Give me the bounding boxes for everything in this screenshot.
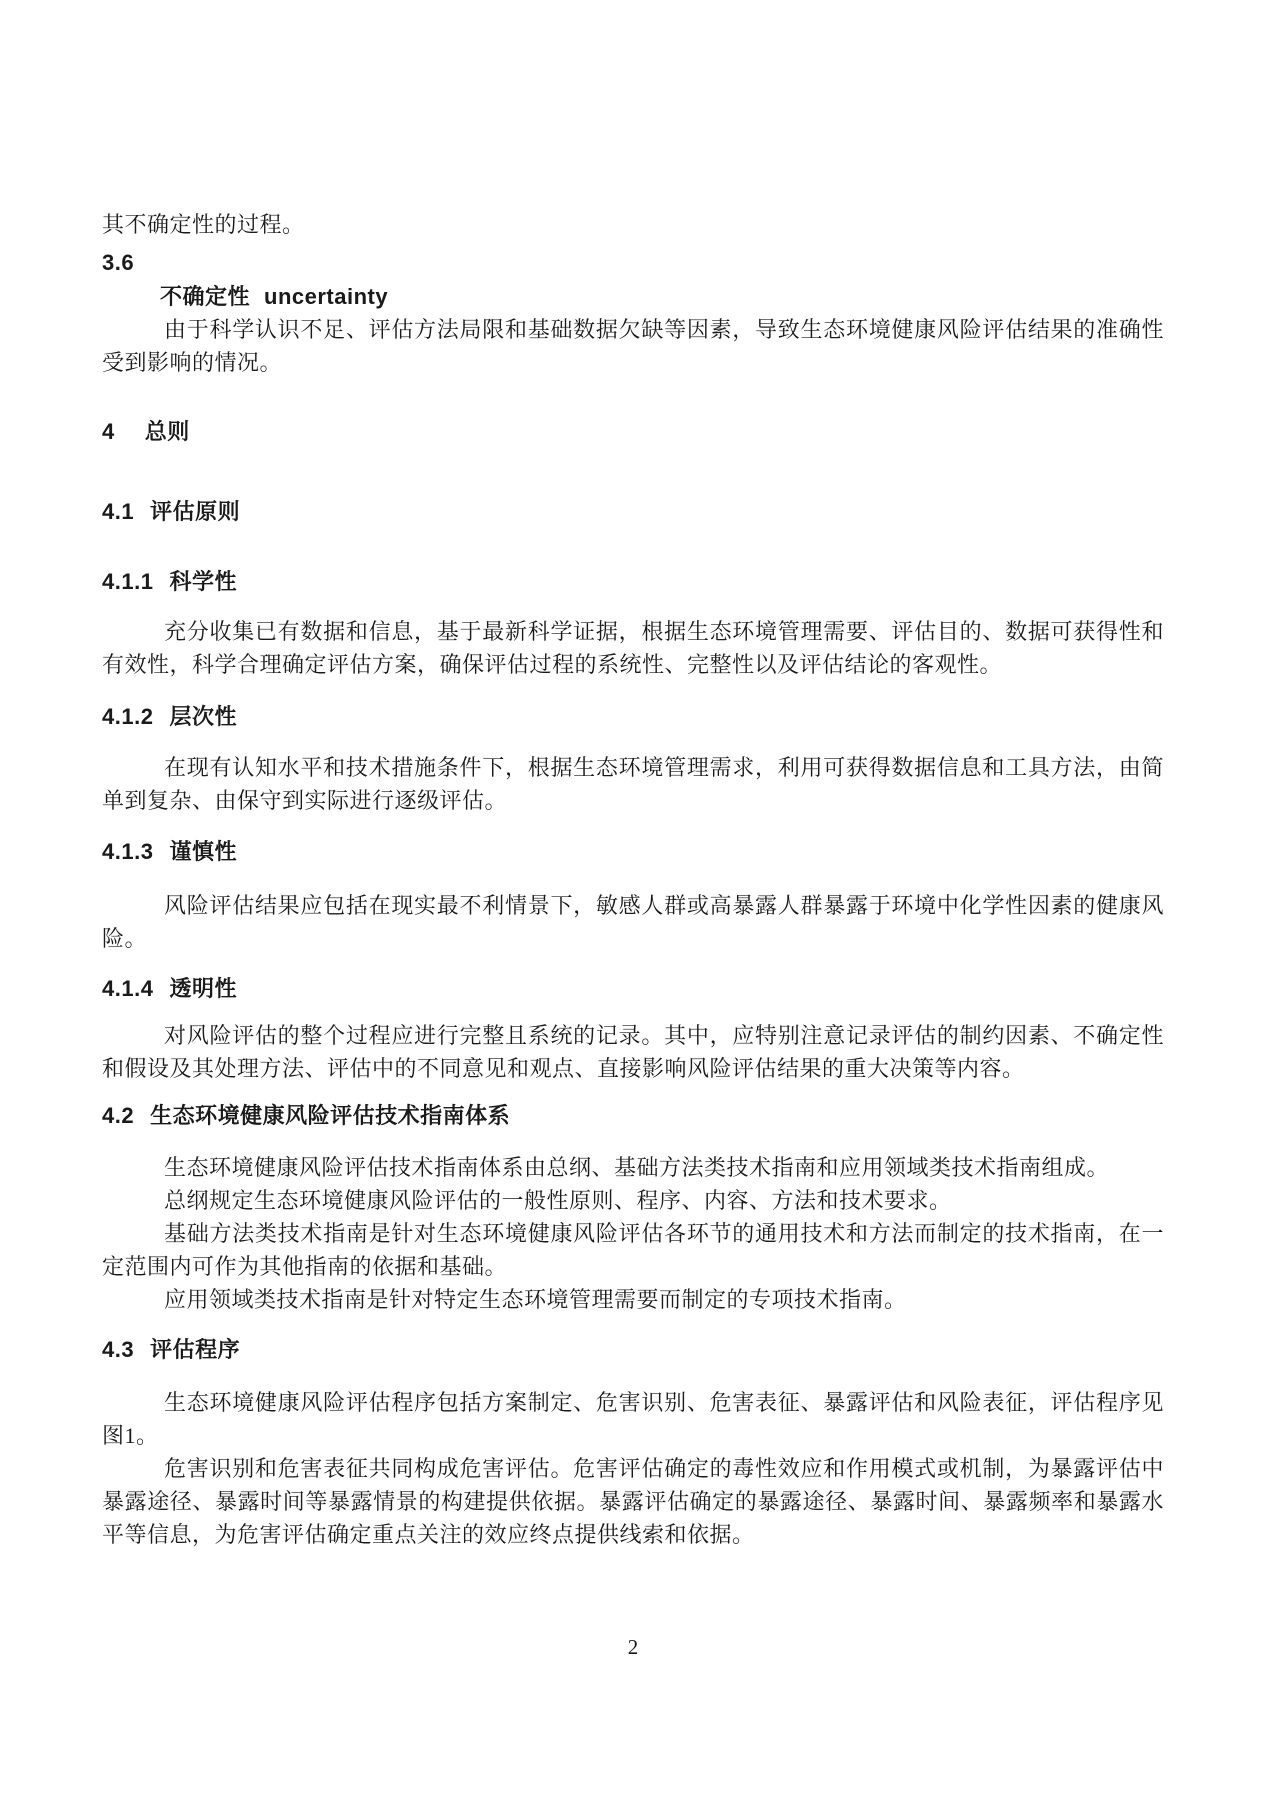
heading-number: 4.3 bbox=[102, 1337, 135, 1362]
heading-title: 生态环境健康风险评估技术指南体系 bbox=[150, 1103, 511, 1128]
heading-number: 4.1.4 bbox=[102, 976, 154, 1001]
heading-title: 评估程序 bbox=[150, 1337, 241, 1362]
clause-3-6-number: 3.6 bbox=[102, 250, 135, 275]
heading-number: 4.1.1 bbox=[102, 569, 154, 594]
heading-title: 透明性 bbox=[169, 976, 237, 1001]
clause-3-6-definition: 由于科学认识不足、评估方法局限和基础数据欠缺等因素，导致生态环境健康风险评估结果的准确性受到影响的情况。 bbox=[102, 317, 1164, 375]
heading-title: 总则 bbox=[144, 419, 190, 444]
heading-number: 4 bbox=[102, 419, 115, 444]
section-4-1-heading bbox=[102, 495, 1164, 528]
section-4-1-1-paragraph: 充分收集已有数据和信息，基于最新科学证据，根据生态环境管理需要、评估目的、数据可获得性和有效性，科学合理确定评估方案，确保评估过程的系统性、完整性以及评估结论的客观性。 bbox=[102, 619, 1164, 677]
section-4-1-3-paragraph: 风险评估结果应包括在现实最不利情景下，敏感人群或高暴露人群暴露于环境中化学性因素的健康风险。 bbox=[102, 893, 1164, 951]
section-4-2-paragraph: 基础方法类技术指南是针对生态环境健康风险评估各环节的通用技术和方法而制定的技术指南，在一定范围内可作为其他指南的依据和基础。 bbox=[102, 1221, 1164, 1279]
paragraph-continuation: 其不确定性的过程。 bbox=[102, 212, 305, 237]
section-4-2-paragraph: 应用领域类技术指南是针对特定生态环境管理需要而制定的专项技术指南。 bbox=[164, 1287, 907, 1312]
section-4-1-3-heading bbox=[102, 835, 1164, 868]
section-4-1-1-heading bbox=[102, 565, 1164, 598]
heading-title: 评估原则 bbox=[150, 499, 241, 524]
term-name-english: uncertainty bbox=[264, 284, 389, 309]
term-name-chinese: 不确定性 bbox=[160, 284, 251, 309]
heading-number: 4.1.3 bbox=[102, 839, 154, 864]
term-definition-line bbox=[102, 280, 1164, 313]
page-number: 2 bbox=[627, 1635, 639, 1659]
section-4-1-4-heading bbox=[102, 972, 1164, 1005]
heading-number: 4.1 bbox=[102, 499, 135, 524]
chapter-4-heading bbox=[102, 415, 1164, 448]
heading-title: 科学性 bbox=[169, 569, 237, 594]
section-4-1-2-paragraph: 在现有认知水平和技术措施条件下，根据生态环境管理需求，利用可获得数据信息和工具方法，由简单到复杂、由保守到实际进行逐级评估。 bbox=[102, 755, 1164, 813]
section-4-2-paragraph: 总纲规定生态环境健康风险评估的一般性原则、程序、内容、方法和技术要求。 bbox=[164, 1188, 952, 1213]
section-4-2-paragraph: 生态环境健康风险评估技术指南体系由总纲、基础方法类技术指南和应用领域类技术指南组成。 bbox=[164, 1155, 1110, 1180]
heading-title: 谨慎性 bbox=[169, 839, 237, 864]
section-4-2-heading bbox=[102, 1099, 1164, 1132]
section-4-1-4-paragraph: 对风险评估的整个过程应进行完整且系统的记录。其中，应特别注意记录评估的制约因素、不确定性和假设及其处理方法、评估中的不同意见和观点、直接影响风险评估结果的重大决策等内容。 bbox=[102, 1023, 1164, 1081]
section-4-3-paragraph: 生态环境健康风险评估程序包括方案制定、危害识别、危害表征、暴露评估和风险表征，评估程序见图1。 bbox=[102, 1390, 1164, 1448]
heading-title: 层次性 bbox=[169, 704, 237, 729]
heading-number: 4.1.2 bbox=[102, 704, 154, 729]
section-4-3-paragraph: 危害识别和危害表征共同构成危害评估。危害评估确定的毒性效应和作用模式或机制，为暴露评估中暴露途径、暴露时间等暴露情景的构建提供依据。暴露评估确定的暴露途径、暴露时间、暴露频率和暴露水平等信息，为危害评估确定重点关注的效应终点提供线索和依据。 bbox=[102, 1456, 1164, 1547]
heading-number: 4.2 bbox=[102, 1103, 135, 1128]
section-4-3-heading bbox=[102, 1333, 1164, 1366]
section-4-1-2-heading bbox=[102, 700, 1164, 733]
